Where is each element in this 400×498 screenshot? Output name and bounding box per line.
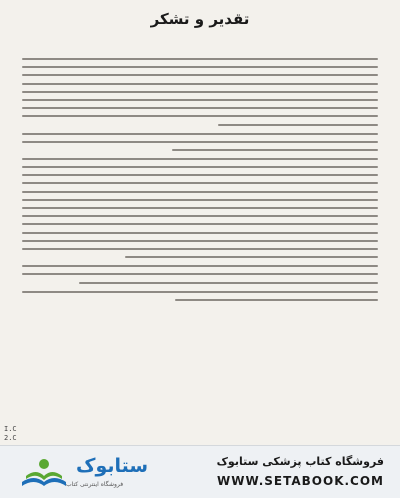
page-body-text <box>22 58 378 443</box>
text-line <box>79 282 378 284</box>
text-line <box>22 191 378 193</box>
paragraph <box>22 133 378 151</box>
paragraph <box>22 58 378 126</box>
text-line <box>172 149 378 151</box>
text-line <box>218 124 378 126</box>
store-name: فروشگاه کتاب پزشکی ستابوک <box>216 455 384 468</box>
text-line <box>175 299 378 301</box>
text-line <box>22 199 378 201</box>
logo-wordmark: ستابوک <box>76 455 149 477</box>
text-line <box>22 207 378 209</box>
text-line <box>22 240 378 242</box>
text-line <box>22 158 378 160</box>
text-line <box>22 182 378 184</box>
text-line <box>22 215 378 217</box>
text-line <box>125 256 378 258</box>
setabook-logo[interactable] <box>14 452 149 492</box>
store-website-link[interactable]: WWW.SETABOOK.COM <box>216 474 384 488</box>
logo-tagline: فروشگاه اینترنتی کتاب <box>66 481 124 488</box>
text-line <box>22 58 378 60</box>
text-line <box>22 74 378 76</box>
text-line <box>22 265 378 267</box>
text-line <box>22 273 378 275</box>
text-line <box>22 115 378 117</box>
page-heading: تقدیر و تشکر <box>150 10 250 28</box>
text-line <box>22 91 378 93</box>
text-line <box>22 141 378 143</box>
text-line <box>22 66 378 68</box>
text-line <box>22 83 378 85</box>
text-line <box>22 248 378 250</box>
text-line <box>22 133 378 135</box>
text-line <box>22 291 378 293</box>
publisher-footer <box>0 445 400 498</box>
text-line <box>22 174 378 176</box>
book-stack-icon <box>14 452 74 492</box>
paragraph <box>22 265 378 283</box>
text-line <box>22 166 378 168</box>
paragraph <box>22 291 378 301</box>
margin-mark: I.C 2.C <box>4 425 17 442</box>
text-line <box>22 232 378 234</box>
text-line <box>22 99 378 101</box>
paragraph <box>22 158 378 258</box>
text-line <box>22 107 378 109</box>
text-line <box>22 223 378 225</box>
